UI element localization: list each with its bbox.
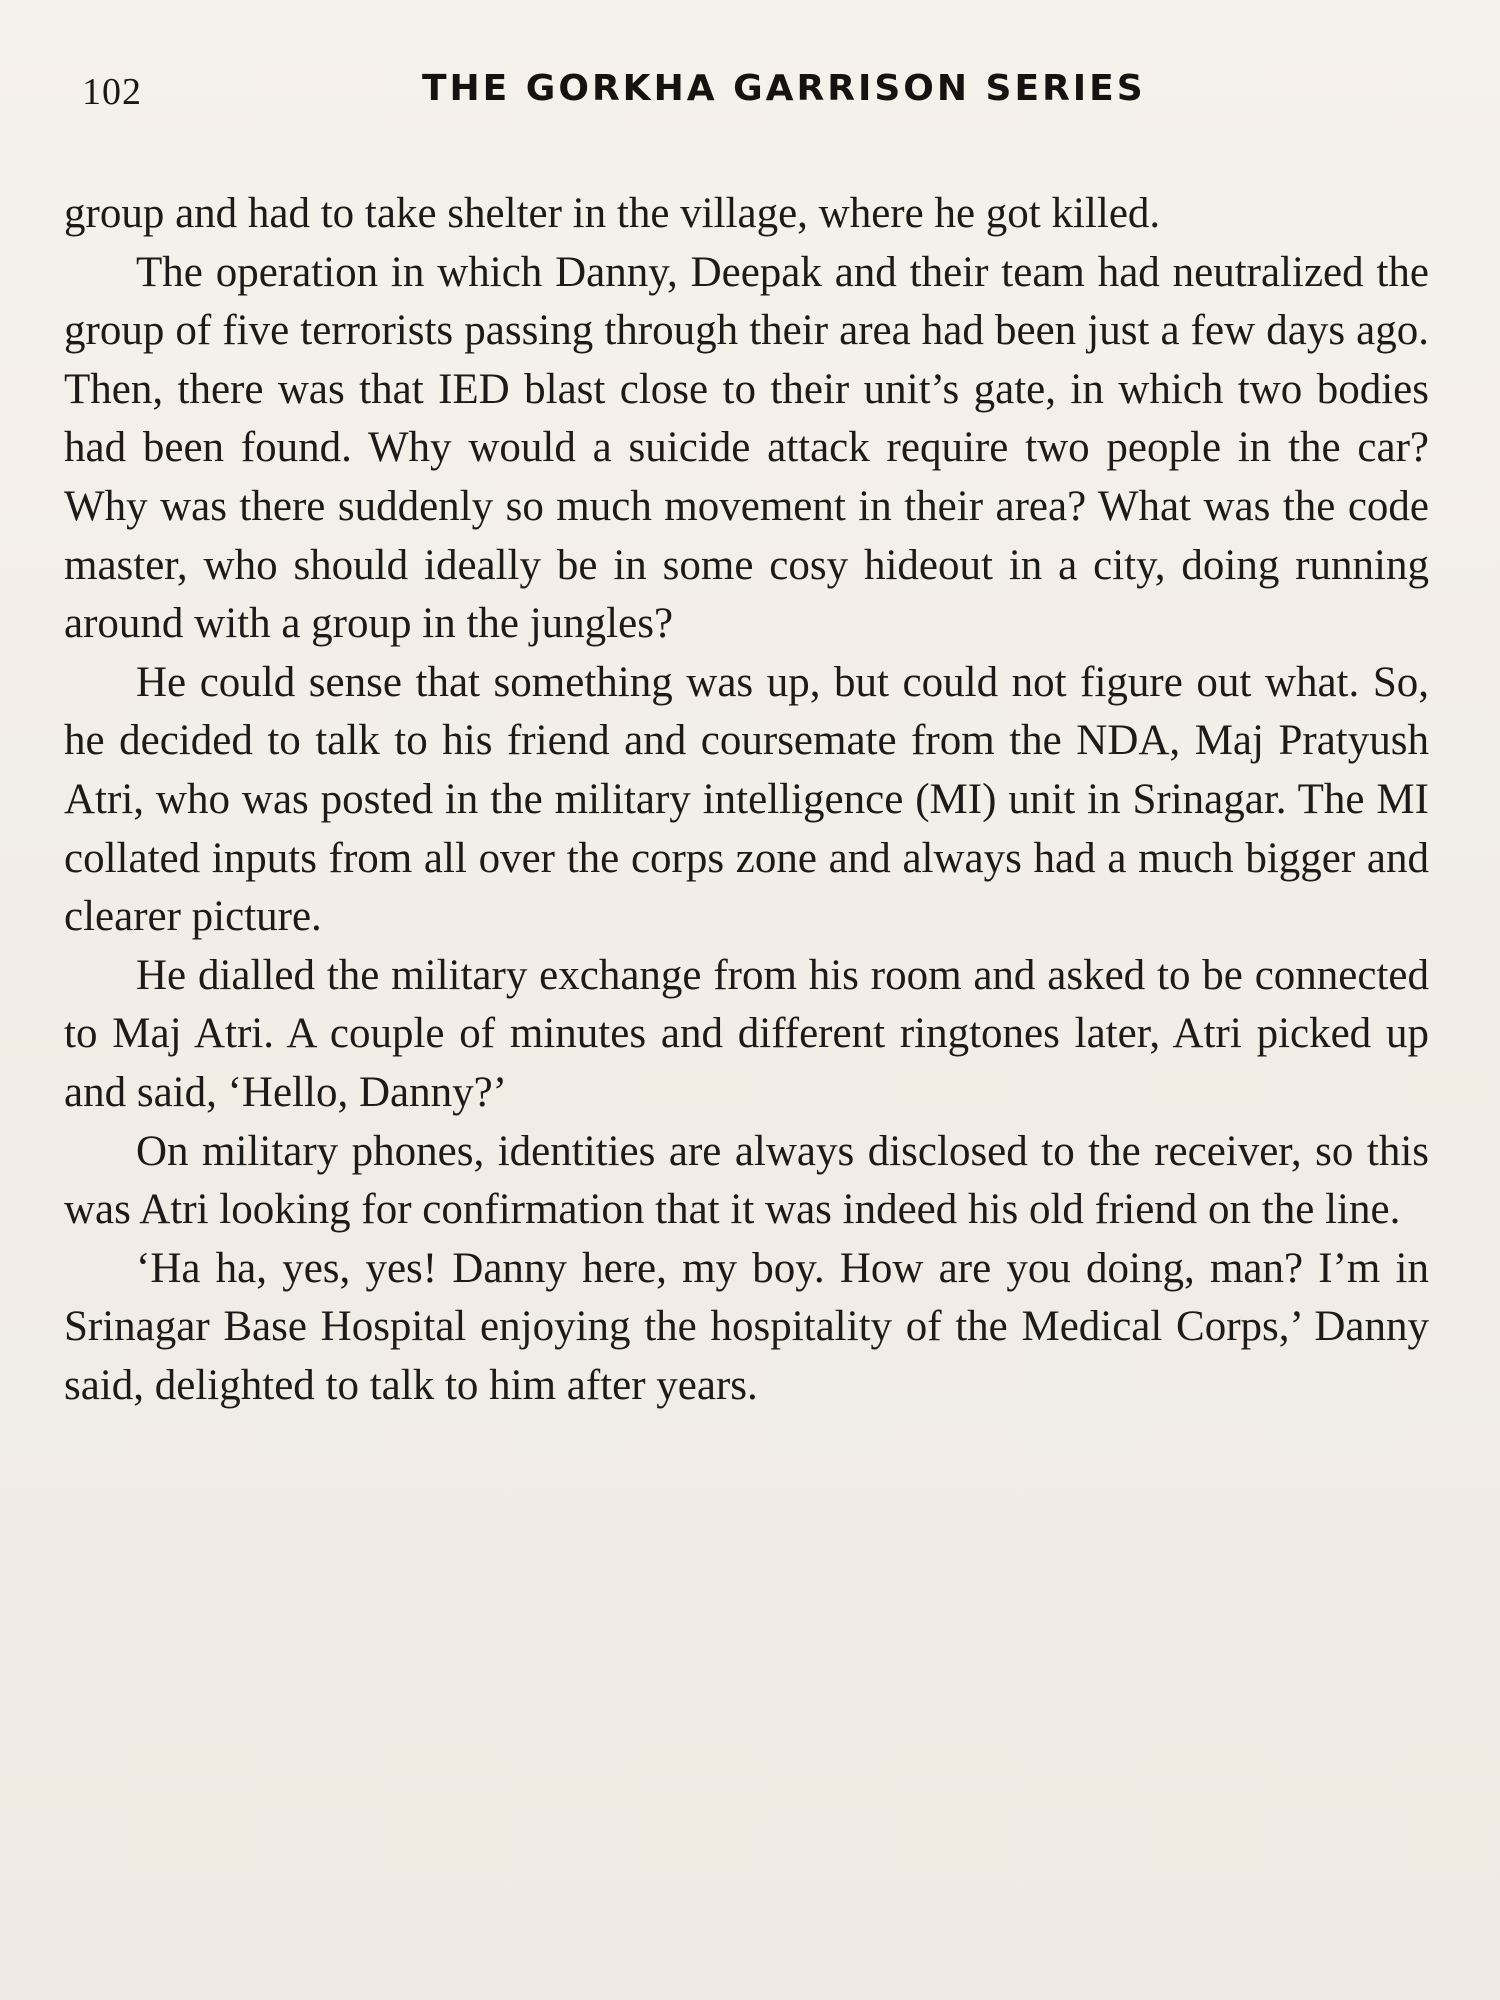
page-number: 102	[82, 71, 142, 113]
paragraph: group and had to take shelter in the village, where he got killed.	[64, 190, 1161, 237]
body-text	[64, 185, 1429, 1415]
paragraph: He dialled the military exchange from his room and asked to be connected to Maj Atri. A couple of minutes and different ringtones later, Atri picked up and said, ‘Hello, Danny?’	[64, 951, 1429, 1116]
paragraph: The operation in which Danny, Deepak and their team had neutralized the group of five terrorists passing through their area had been just a few days ago. Then, there was that IED blast close to their unit’s gate, in which two bodies had been found. Why would a suicide attack require two people in the car? Why was there suddenly so much movement in their area? What was the code master, who should ideally be in some cosy hideout in a city, doing running around with a group in the jungles?	[64, 248, 1429, 648]
paragraph: On military phones, identities are always disclosed to the receiver, so this was Atri looking for confirmation that it was indeed his old friend on the line.	[64, 1127, 1429, 1234]
paragraph: ‘Ha ha, yes, yes! Danny here, my boy. How are you doing, man? I’m in Srinagar Base Hospital enjoying the hospitality of the Medical Corps,’ Danny said, delighted to talk to him after years.	[64, 1244, 1429, 1409]
paragraph: He could sense that something was up, but could not figure out what. So, he decided to talk to his friend and coursemate from the NDA, Maj Pratyush Atri, who was posted in the military intelligence (MI) unit in Srinagar. The MI collated inputs from all over the corps zone and always had a much bigger and clearer picture.	[64, 658, 1429, 941]
page-header	[82, 70, 1422, 130]
running-head-series-title: THE GORKHA GARRISON SERIES	[422, 68, 1146, 109]
